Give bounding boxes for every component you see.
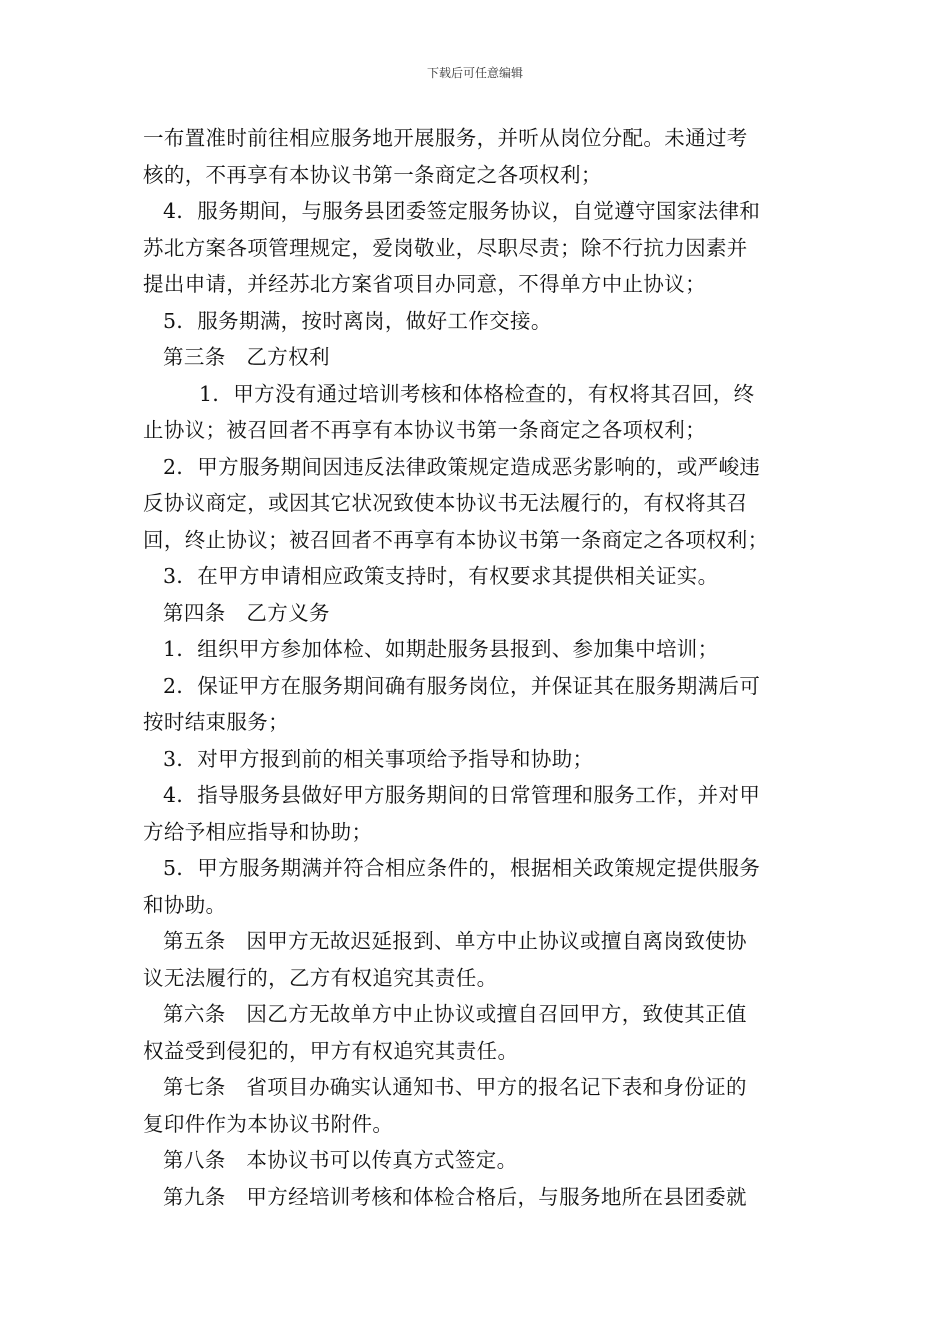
text-line: 第八条 本协议书可以传真方式签定。 (163, 1148, 518, 1172)
text-line: 5．服务期满，按时离岗，做好工作交接。 (163, 308, 552, 333)
text-line: 1．组织甲方参加体检、如期赴服务县报到、参加集中培训； (163, 637, 719, 661)
text-line: 5．甲方服务期满并符合相应条件的，根据相关政策规定提供服务 (163, 856, 761, 880)
text-line: 第五条 因甲方无故迟延报到、单方中止协议或擅自离岗致使协 (163, 929, 747, 953)
text-line: 按时结束服务； (143, 710, 289, 734)
text-line: 和协助。 (143, 892, 227, 917)
text-line: 2．保证甲方在服务期间确有服务岗位，并保证其在服务期满后可 (163, 673, 761, 698)
text-line: 苏北方案各项管理规定，爱岗敬业，尽职尽责；除不行抗力因素并 (143, 235, 748, 260)
text-line: 第三条 乙方权利 (163, 345, 330, 369)
text-line: 方给予相应指导和协助； (143, 819, 373, 844)
text-line: 一布置准时前往相应服务地开展服务，并听从岗位分配。未通过考 (143, 126, 748, 150)
text-line: 4．指导服务县做好甲方服务期间的日常管理和服务工作，并对甲 (163, 783, 761, 807)
text-line: 核的，不再享有本协议书第一条商定之各项权利； (143, 162, 602, 187)
text-line: 止协议；被召回者不再享有本协议书第一条商定之各项权利； (143, 418, 706, 442)
text-line: 反协议商定，或因其它状况致使本协议书无法履行的，有权将其召 (143, 491, 748, 515)
text-line: 3．对甲方报到前的相关事项给予指导和协助； (163, 746, 594, 771)
text-line: 权益受到侵犯的，甲方有权追究其责任。 (143, 1038, 519, 1063)
text-line: 第七条 省项目办确实认通知书、甲方的报名记下表和身份证的 (163, 1075, 747, 1099)
text-line: 复印件作为本协议书附件。 (143, 1111, 394, 1136)
page-header: 下载后可任意编辑 (426, 66, 523, 80)
text-line: 回，终止协议；被召回者不再享有本协议书第一条商定之各项权利； (143, 527, 769, 552)
text-line: 1．甲方没有通过培训考核和体格检查的，有权将其召回，终 (199, 381, 755, 406)
text-line: 4．服务期间，与服务县团委签定服务协议，自觉遵守国家法律和 (163, 199, 761, 223)
text-line: 议无法履行的，乙方有权追究其责任。 (143, 965, 498, 990)
text-line: 提出申请，并经苏北方案省项目办同意，不得单方中止协议； (143, 272, 706, 296)
text-line: 第六条 因乙方无故单方中止协议或擅自召回甲方，致使其正值 (163, 1002, 747, 1026)
text-line: 第四条 乙方义务 (163, 600, 330, 625)
document-body (143, 120, 811, 1215)
text-line: 第九条 甲方经培训考核和体检合格后，与服务地所在县团委就 (163, 1184, 747, 1209)
text-line: 2．甲方服务期间因违反法律政策规定造成恶劣影响的，或严峻违 (163, 454, 761, 479)
text-line: 3．在甲方申请相应政策支持时，有权要求其提供相关证实。 (163, 564, 719, 588)
